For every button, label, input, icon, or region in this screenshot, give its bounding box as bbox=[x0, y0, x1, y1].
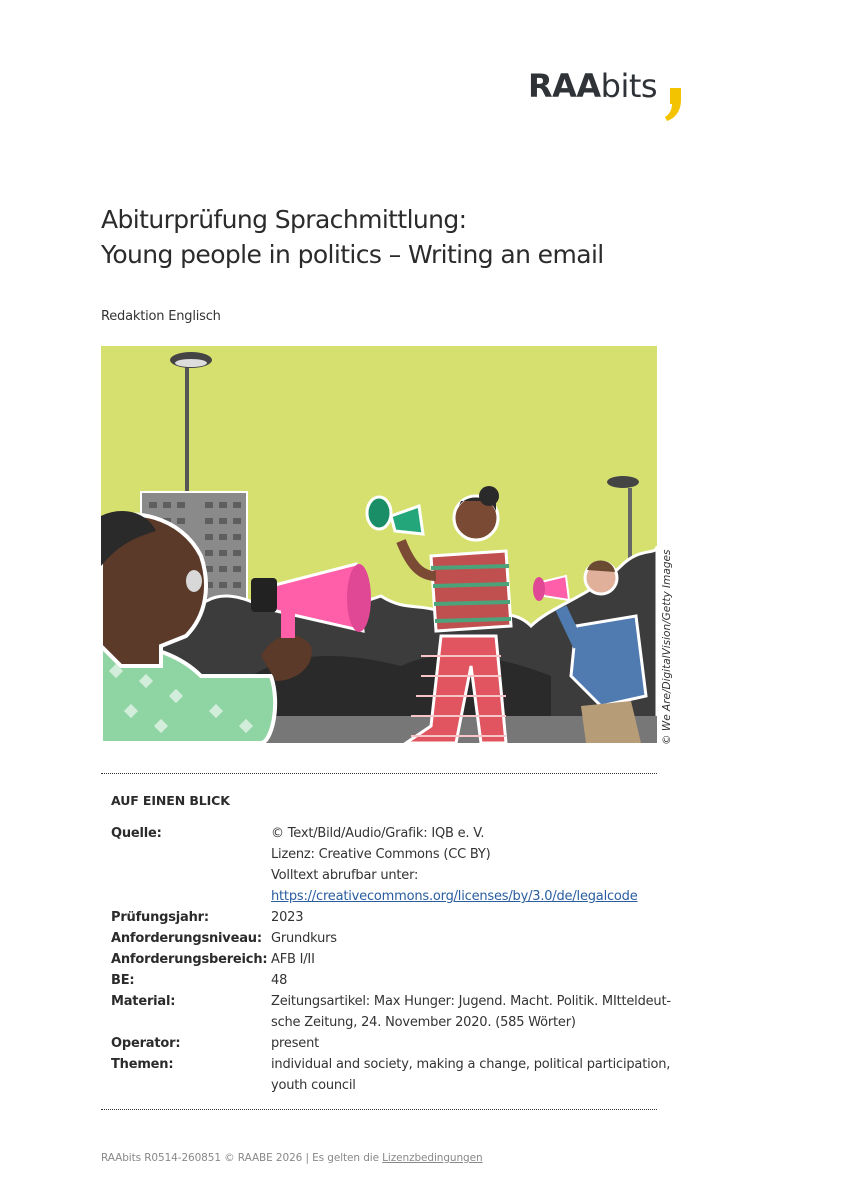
row-key: Operator: bbox=[111, 1036, 181, 1051]
logo-light-text: bits bbox=[600, 67, 658, 105]
page-title bbox=[101, 202, 721, 272]
themen-line-1: individual and society, making a change, political participation, bbox=[271, 1057, 671, 1072]
material-line-2: sche Zeitung, 24. November 2020. (585 Wörter) bbox=[271, 1015, 576, 1030]
row-value: AFB I/II bbox=[271, 952, 315, 967]
raabits-logo bbox=[528, 67, 658, 105]
hero-image bbox=[101, 346, 657, 743]
title-line-1: Abiturprüfung Sprachmittlung: bbox=[101, 205, 467, 234]
row-value: present bbox=[271, 1036, 320, 1051]
row-key: Anforderungsniveau: bbox=[111, 931, 262, 946]
author-line: Redaktion Englisch bbox=[101, 309, 221, 324]
title-line-2: Young people in politics – Writing an email bbox=[101, 240, 604, 269]
row-value bbox=[271, 823, 651, 907]
license-link[interactable]: https://creativecommons.org/licenses/by/3.0/de/legalcode bbox=[271, 889, 638, 904]
row-value: 2023 bbox=[271, 910, 304, 925]
row-value: 48 bbox=[271, 973, 288, 988]
quelle-line-2: Lizenz: Creative Commons (CC BY) bbox=[271, 847, 491, 862]
quelle-line-3: Volltext abrufbar unter: bbox=[271, 868, 419, 883]
megaphone-right bbox=[533, 576, 569, 601]
image-credit: © We Are/DigitalVision/Getty Images bbox=[661, 549, 673, 745]
row-value bbox=[271, 991, 671, 1033]
themen-line-2: youth council bbox=[271, 1078, 356, 1093]
row-value: Grundkurs bbox=[271, 931, 337, 946]
material-line-1: Zeitungsartikel: Max Hunger: Jugend. Macht. Politik. MItteldeut- bbox=[271, 994, 671, 1009]
footer bbox=[101, 1152, 483, 1164]
row-key: Themen: bbox=[111, 1057, 174, 1072]
row-value bbox=[271, 1054, 671, 1096]
overview-heading: AUF EINEN BLICK bbox=[111, 793, 230, 808]
divider-top bbox=[101, 773, 657, 774]
divider-bottom bbox=[101, 1109, 657, 1110]
quelle-line-1: © Text/Bild/Audio/Grafik: IQB e. V. bbox=[271, 826, 485, 841]
license-terms-link[interactable]: Lizenzbedingungen bbox=[382, 1152, 483, 1164]
row-key: BE: bbox=[111, 973, 135, 988]
logo-comma-icon bbox=[664, 86, 684, 122]
row-key: Prüfungsjahr: bbox=[111, 910, 209, 925]
row-key: Quelle: bbox=[111, 826, 162, 841]
row-key: Anforderungsbereich: bbox=[111, 952, 268, 967]
footer-text: RAAbits R0514-260851 © RAABE 2026 | Es gelten die bbox=[101, 1152, 383, 1164]
row-key: Material: bbox=[111, 994, 176, 1009]
logo-bold-text: RAA bbox=[528, 67, 601, 105]
